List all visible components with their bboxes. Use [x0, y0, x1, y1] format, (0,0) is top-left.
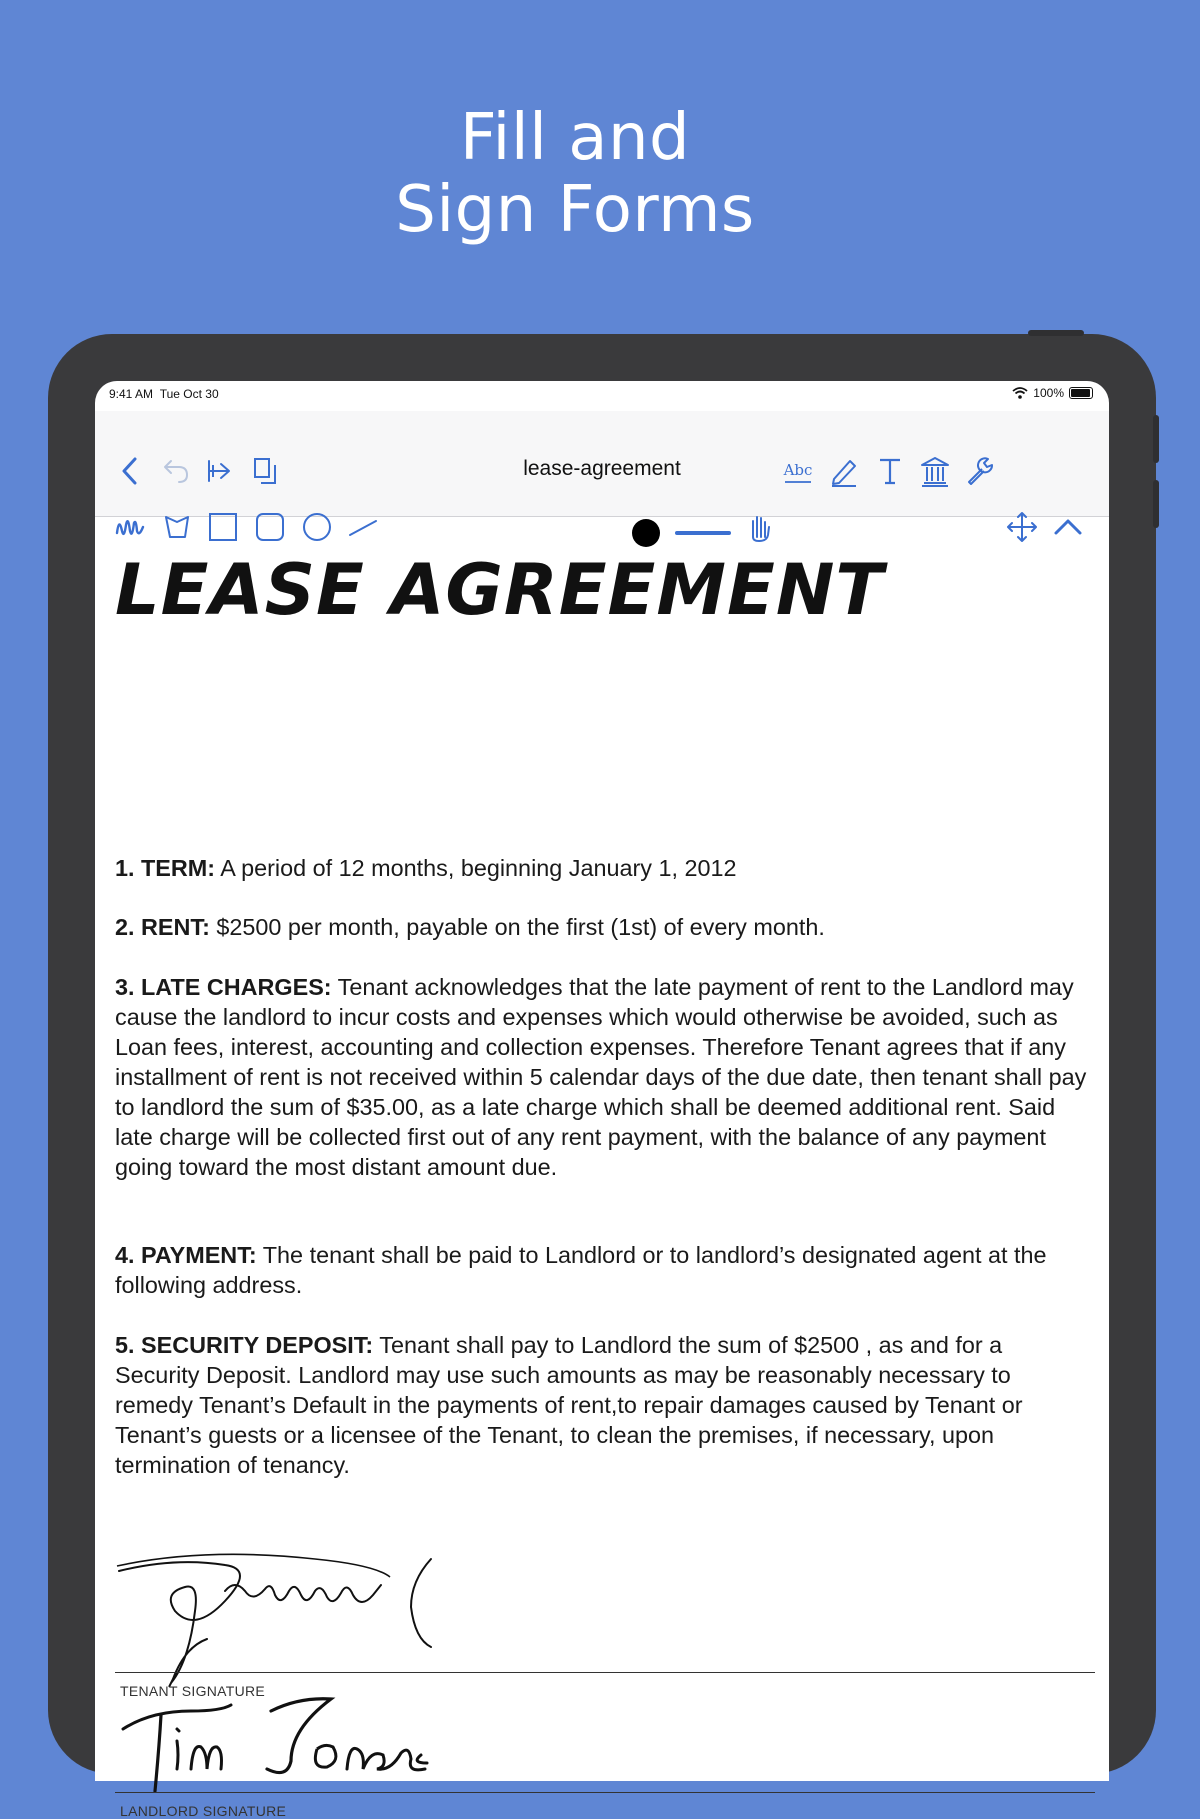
back-chevron-icon[interactable]	[113, 453, 149, 489]
line-icon[interactable]	[345, 509, 381, 545]
move-icon[interactable]	[1004, 509, 1040, 545]
landlord-signature-image[interactable]	[121, 1689, 441, 1799]
section-late-charges	[115, 972, 1090, 1182]
headline-line-2: Sign Forms	[395, 173, 755, 247]
section-text: A period of 12 months, beginning January 1, 2012	[215, 855, 737, 881]
wrench-icon[interactable]	[962, 453, 998, 489]
undo-icon[interactable]	[157, 453, 193, 489]
spell-check-icon[interactable]	[780, 453, 816, 489]
section-term	[115, 853, 1090, 883]
section-label: 3. LATE CHARGES:	[115, 974, 332, 1000]
battery-percent: 100%	[1033, 386, 1064, 400]
tenant-signature-image[interactable]	[115, 1551, 455, 1691]
volume-down-button	[1153, 480, 1159, 528]
document-title: lease-agreement	[523, 457, 681, 480]
section-rent	[115, 912, 1090, 942]
document-heading: LEASE AGREEMENT	[115, 549, 885, 631]
tenant-signature-label: TENANT SIGNATURE	[120, 1683, 266, 1699]
battery-icon	[1069, 387, 1093, 399]
hand-icon[interactable]	[741, 509, 777, 545]
section-payment	[115, 1240, 1090, 1300]
volume-up-button	[1153, 415, 1159, 463]
landlord-signature-line	[115, 1792, 1095, 1793]
ipad-screen	[95, 381, 1109, 1819]
collapse-chevron-icon[interactable]	[1050, 509, 1086, 545]
top-button	[1028, 330, 1084, 336]
section-text: Tenant shall pay to Landlord the sum of $2500 , as and for a Security Deposit. Landlord may use such amounts as may be reasonably necessary to remedy Tenant’s Default in the payments of rent,to repair damages caused by Tenant or Tenant’s guests or a licensee of the Tenant, to clean the premises, if necessary, upon termination of tenancy.	[115, 1332, 1023, 1478]
status-bar	[95, 381, 1109, 411]
status-right	[1012, 386, 1093, 400]
section-security-deposit	[115, 1330, 1090, 1480]
section-label: 4. PAYMENT:	[115, 1242, 257, 1268]
section-label: 5. SECURITY DEPOSIT:	[115, 1332, 374, 1358]
svg-text:Abc: Abc	[783, 461, 813, 479]
rounded-rectangle-icon[interactable]	[252, 509, 288, 545]
circle-icon[interactable]	[299, 509, 335, 545]
export-icon[interactable]	[203, 453, 239, 489]
line-thickness[interactable]	[675, 531, 731, 535]
section-text: Tenant acknowledges that the late payment of rent to the Landlord may cause the landlord to incur costs and expenses which would otherwise be avoided, such as Loan fees, interest, accounting and collection expenses. Therefore Tenant agrees that if any installment of rent is not received within 5 calendar days of the due date, then tenant shall pay to landlord the sum of $35.00, as a late charge which shall be deemed additional rent. Said late charge will be collected first out of any rent payment, with the balance of any payment going toward the most distant amount due.	[115, 974, 1087, 1180]
section-text: The tenant shall be paid to Landlord or to landlord’s designated agent at the following address.	[115, 1242, 1047, 1298]
polygon-icon[interactable]	[159, 509, 195, 545]
color-swatch[interactable]	[632, 519, 660, 547]
status-date: Tue Oct 30	[159, 387, 219, 401]
bank-icon[interactable]	[917, 453, 953, 489]
status-clock: 9:41 AM	[109, 387, 154, 401]
section-label: 2. RENT:	[115, 914, 210, 940]
headline-line-1: Fill and	[459, 101, 691, 175]
section-text: $2500 per month, payable on the first (1st) of every month.	[209, 914, 825, 940]
freehand-icon[interactable]	[113, 509, 149, 545]
copy-pages-icon[interactable]	[247, 453, 283, 489]
wifi-icon	[1012, 387, 1028, 399]
text-icon[interactable]	[872, 453, 908, 489]
tenant-signature-line	[115, 1672, 1095, 1673]
section-label: 1. TERM:	[115, 855, 216, 881]
headline	[0, 102, 1150, 246]
rectangle-icon[interactable]	[205, 509, 241, 545]
status-time	[109, 387, 219, 401]
pen-icon[interactable]	[826, 453, 862, 489]
editor-toolbar	[95, 411, 1109, 517]
landlord-signature-label: LANDLORD SIGNATURE	[120, 1803, 287, 1819]
